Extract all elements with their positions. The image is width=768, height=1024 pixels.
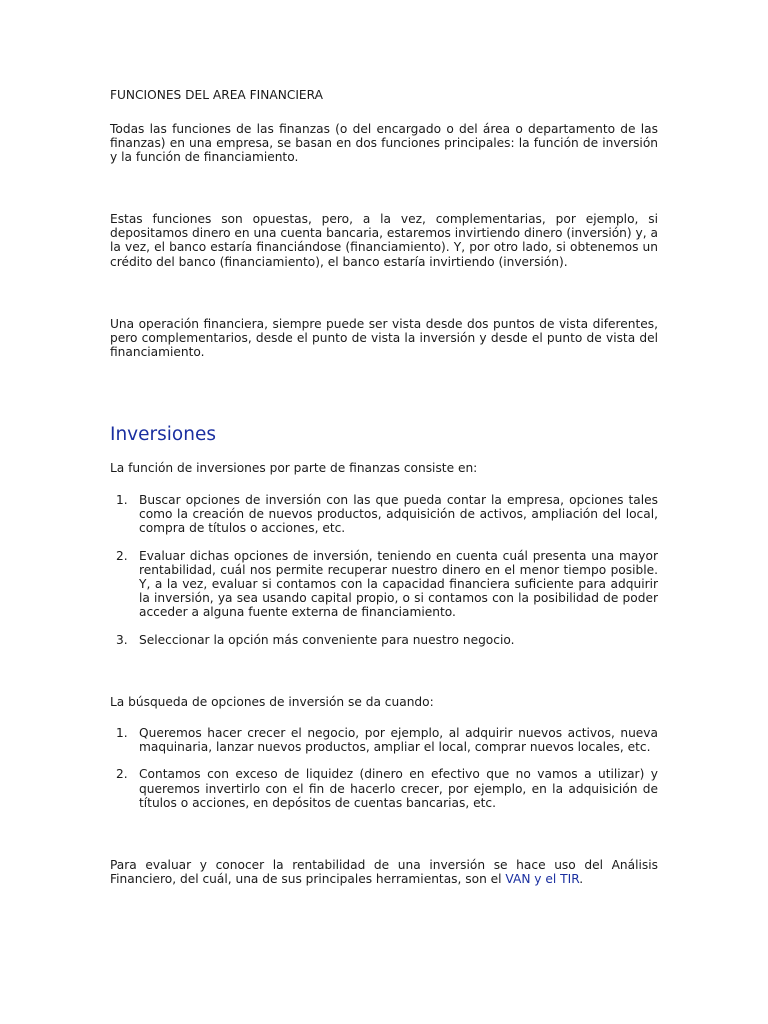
list-item-text: Buscar opciones de inversión con las que pueda contar la empresa, opciones tales como la creación de nuevos productos, adquisición de activos, ampliación del local, compra de títulos o acciones, etc.: [139, 493, 658, 536]
list-item-text: Queremos hacer crecer el negocio, por ejemplo, al adquirir nuevos activos, nueva maquinaria, lanzar nuevos productos, ampliar el local, comprar nuevos locales, etc.: [139, 726, 658, 755]
van-tir-link[interactable]: VAN y el TIR: [505, 872, 580, 887]
list-item-text: Contamos con exceso de liquidez (dinero en efectivo que no vamos a utilizar) y queremos invertirlo con el fin de hacerlo crecer, por ejemplo, en la adquisición de títulos o acciones, en depósitos de cuentas bancarias, etc.: [139, 767, 658, 810]
list1-intro: La función de inversiones por parte de finanzas consiste en:: [110, 461, 478, 475]
intro-paragraph-3: Una operación financiera, siempre puede ser vista desde dos puntos de vista diferentes, pero complementarios, desde el punto de vista la inversión y desde el punto de vista del financiamiento.: [110, 317, 658, 360]
document-page: [110, 0, 658, 1024]
inversion-functions-list: [110, 493, 658, 647]
list2-intro: La búsqueda de opciones de inversión se da cuando:: [110, 695, 434, 709]
search-options-list: [110, 726, 658, 810]
list-item: [110, 549, 658, 620]
list-item-number: 3.: [116, 632, 128, 647]
list-item: [110, 493, 658, 536]
list-item-text: Seleccionar la opción más conveniente para nuestro negocio.: [139, 632, 515, 647]
list-item-number: 1.: [116, 726, 128, 740]
list-item-number: 2.: [116, 548, 128, 563]
list-item-number: 1.: [116, 493, 128, 507]
document-title: FUNCIONES DEL AREA FINANCIERA: [110, 88, 323, 102]
intro-paragraph-2: Estas funciones son opuestas, pero, a la vez, complementarias, por ejemplo, si depositamos dinero en una cuenta bancaria, estaremos invirtiendo dinero (inversión) y, a la vez, el banco estaría financiándose (financiamiento). Y, por otro lado, si obtenemos un crédito del banco (financiamiento), el banco estaría invirtiendo (inversión).: [110, 212, 658, 269]
closing-paragraph: [110, 858, 658, 886]
closing-text: Para evaluar y conocer la rentabilidad de una inversión se hace uso del Análisis Financiero, del cuál, una de sus principales herramientas, son el: [110, 858, 658, 887]
list-item: [110, 767, 658, 810]
list-item: [110, 726, 658, 754]
intro-paragraph-1: Todas las funciones de las finanzas (o del encargado o del área o departamento de las finanzas) en una empresa, se basan en dos funciones principales: la función de inversión y la función de financiamiento.: [110, 122, 658, 165]
closing-text-end: .: [579, 872, 584, 887]
list-item-number: 2.: [116, 767, 128, 782]
section-heading-inversiones: Inversiones: [110, 424, 216, 445]
list-item: [110, 633, 658, 647]
list-item-text: Evaluar dichas opciones de inversión, teniendo en cuenta cuál presenta una mayor rentabilidad, cuál nos permite recuperar nuestro dinero en el menor tiempo posible. Y, a la vez, evaluar si contamos con la capacidad financiera suficiente para adquirir la inversión, ya sea usando capital propio, o si contamos con la posibilidad de poder acceder a alguna fuente externa de financiamiento.: [139, 548, 658, 620]
